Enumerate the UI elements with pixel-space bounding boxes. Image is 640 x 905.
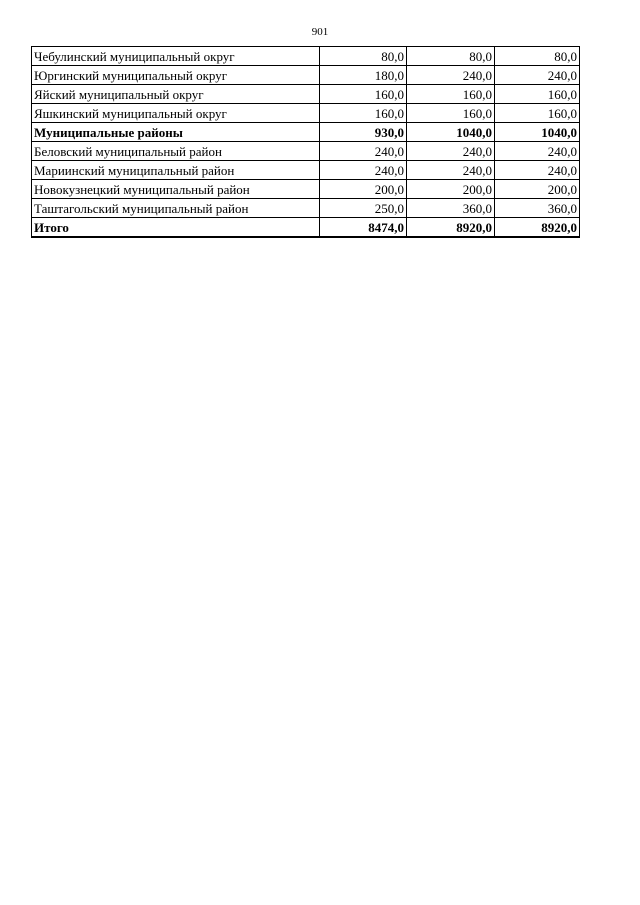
row-value-1: 240,0 <box>320 161 407 180</box>
row-value-2: 240,0 <box>407 161 495 180</box>
row-value-1: 240,0 <box>320 142 407 161</box>
row-value-1: 250,0 <box>320 199 407 218</box>
table-row <box>32 142 580 161</box>
row-name: Яйский муниципальный округ <box>32 85 320 104</box>
row-value-2: 200,0 <box>407 180 495 199</box>
row-value-2: 360,0 <box>407 199 495 218</box>
total-row <box>32 218 580 238</box>
row-value-3: 240,0 <box>495 161 580 180</box>
budget-table <box>31 46 580 238</box>
row-value-1: 180,0 <box>320 66 407 85</box>
row-name: Юргинский муниципальный округ <box>32 66 320 85</box>
table-row <box>32 47 580 66</box>
row-name: Муниципальные районы <box>32 123 320 142</box>
row-value-2: 160,0 <box>407 104 495 123</box>
subtotal-row <box>32 123 580 142</box>
row-value-3: 240,0 <box>495 142 580 161</box>
table-row <box>32 161 580 180</box>
row-value-2: 1040,0 <box>407 123 495 142</box>
row-value-3: 240,0 <box>495 66 580 85</box>
row-name: Чебулинский муниципальный округ <box>32 47 320 66</box>
row-value-3: 160,0 <box>495 85 580 104</box>
row-value-3: 200,0 <box>495 180 580 199</box>
row-value-3: 160,0 <box>495 104 580 123</box>
row-value-3: 8920,0 <box>495 218 580 238</box>
row-value-1: 8474,0 <box>320 218 407 238</box>
row-value-1: 160,0 <box>320 85 407 104</box>
row-value-2: 8920,0 <box>407 218 495 238</box>
row-name: Новокузнецкий муниципальный район <box>32 180 320 199</box>
row-value-2: 80,0 <box>407 47 495 66</box>
page-number: 901 <box>311 26 329 38</box>
row-value-1: 200,0 <box>320 180 407 199</box>
row-value-3: 1040,0 <box>495 123 580 142</box>
row-name: Мариинский муниципальный район <box>32 161 320 180</box>
row-name: Итого <box>32 218 320 238</box>
row-name: Яшкинский муниципальный округ <box>32 104 320 123</box>
row-value-3: 360,0 <box>495 199 580 218</box>
table-row <box>32 85 580 104</box>
table-row <box>32 104 580 123</box>
table-row <box>32 199 580 218</box>
row-value-1: 80,0 <box>320 47 407 66</box>
row-value-2: 160,0 <box>407 85 495 104</box>
row-value-1: 160,0 <box>320 104 407 123</box>
row-name: Беловский муниципальный район <box>32 142 320 161</box>
row-value-1: 930,0 <box>320 123 407 142</box>
table-row <box>32 66 580 85</box>
row-value-2: 240,0 <box>407 142 495 161</box>
table-row <box>32 180 580 199</box>
row-name: Таштагольский муниципальный район <box>32 199 320 218</box>
row-value-2: 240,0 <box>407 66 495 85</box>
row-value-3: 80,0 <box>495 47 580 66</box>
